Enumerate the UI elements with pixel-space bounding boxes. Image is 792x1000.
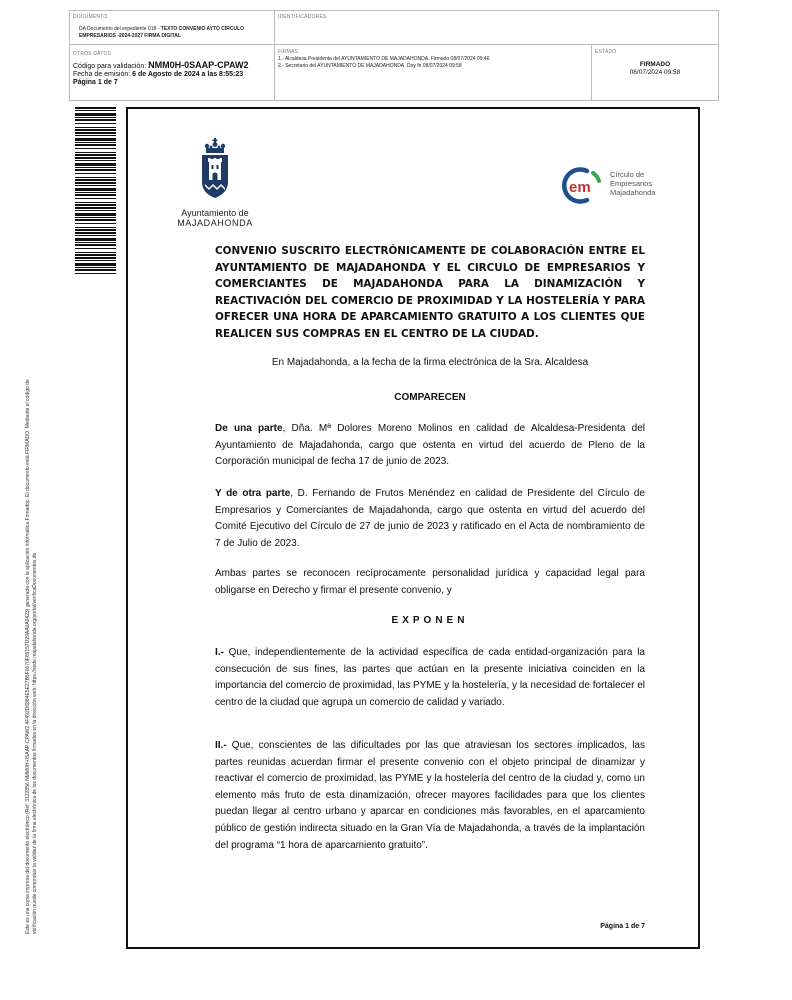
ayuntamiento-logo <box>170 138 260 233</box>
place-date-line: En Majadahonda, a la fecha de la firma electrónica de la Sra. Alcaldesa <box>271 357 589 368</box>
barcode-bar <box>75 129 116 131</box>
svg-text:em: em <box>569 179 591 196</box>
ayuntamiento-name: Ayuntamiento de <box>181 208 249 218</box>
party-2-paragraph <box>215 486 645 552</box>
barcode-bar <box>75 204 116 206</box>
identifiers-cell <box>275 11 718 45</box>
mutual-recognition-paragraph: Ambas partes se reconocen recíprocamente personalidad jurídica y capacidad legal para obligarse en Derecho y firmar el presente convenio, y <box>215 568 645 596</box>
barcode-bar <box>75 107 116 109</box>
point-1-text: Que, independientemente de la actividad específica de cada entidad-organización para la consecución de sus fines, las partes que actúan en la presente iniciativa coinciden en la importancia del comercio de proximidad, las PYME y la hostelería, y la necesidad de fortalecer el centro de la ciudad que agrupa un comercio de calidad y variado. <box>215 647 645 708</box>
barcode-bar <box>75 194 116 196</box>
party-1-label: De una parte <box>215 423 283 434</box>
signature-2: 2.- Secretario del AYUNTAMIENTO DE MAJADAHONDA. Doy fe 08/07/2024 09:58 <box>278 63 462 69</box>
barcode-bar <box>75 229 116 231</box>
validation-code: NMM0H-0SAAP-CPAW2 <box>148 60 249 70</box>
issue-date: 6 de Agosto de 2024 a las 8:55:23 <box>132 71 244 78</box>
circulo-text <box>610 170 655 197</box>
circulo-line3: Majadahonda <box>610 188 656 197</box>
barcode-bar <box>75 223 116 224</box>
barcode-bar <box>75 148 116 149</box>
other-data-cell <box>70 45 275 100</box>
side-text-line1: Este es una copia impresa del documento electrónico (Ref: 3122856 NMM0H-0SAAP-CPAW2 4F492D6884E5E27B5F0670F89157D29AA0A0423) generada con la aplicación informática Firmadoc. El documento está FIRMADO. Mediante el código de <box>25 379 31 934</box>
barcode-bar <box>75 144 116 146</box>
point-2-label: II.- <box>215 740 227 751</box>
barcode-bar <box>75 127 116 128</box>
barcode-bar <box>75 238 116 241</box>
barcode-bar <box>75 113 116 116</box>
barcode-bar <box>75 110 116 111</box>
point-1-paragraph <box>215 645 645 711</box>
barcode-bar <box>75 269 116 271</box>
side-text-line2: verificación puede comprobar la validez de la firma electrónica de los documentos firmados en la dirección web: https://sede.majadahonda.org/portal/verificaDocumentos.do <box>32 552 38 934</box>
barcode-bar <box>75 154 116 156</box>
other-data-caption: OTROS DATOS <box>73 51 112 57</box>
barcode-bar <box>75 188 116 191</box>
status-cell <box>592 45 718 100</box>
barcode-bar <box>75 267 116 268</box>
barcode-bar <box>75 117 116 118</box>
barcode-bar <box>75 167 116 168</box>
barcode-bar <box>75 182 116 184</box>
issue-line <box>73 71 271 79</box>
barcode-bar <box>75 207 116 209</box>
document-cell <box>70 11 275 45</box>
barcode-bar <box>75 173 116 174</box>
barcode-bar <box>75 160 116 161</box>
document-caption: DOCUMENTO <box>73 14 108 20</box>
exponen-heading: EXPONEN <box>391 615 469 626</box>
barcode-bar <box>75 169 116 171</box>
circulo-line1: Círculo de <box>610 170 645 179</box>
signature-1: 1.- Alcaldesa Presidenta del AYUNTAMIENTO DE MAJADAHONDA. Firmado 08/07/2024 09:46 <box>278 56 490 62</box>
barcode-bar <box>75 192 116 193</box>
barcode-bar <box>75 217 116 218</box>
barcode-bar <box>75 138 116 141</box>
document-line1-bold: TEXTO CONVENIO AYTO CIRCULO <box>160 26 245 32</box>
barcode-bar <box>75 177 116 178</box>
barcode-bar <box>75 142 116 143</box>
document-metadata-header <box>69 10 719 101</box>
identifiers-caption: IDENTIFICADORES <box>278 14 327 20</box>
issue-label: Fecha de emisión: <box>73 71 133 78</box>
party-1-paragraph <box>215 421 645 471</box>
verification-side-text <box>25 274 51 934</box>
barcode-bar <box>75 260 116 261</box>
barcode-bar <box>75 263 116 266</box>
barcode-bar <box>75 232 116 234</box>
party-2-text: , D. Fernando de Frutos Menéndez en calidad de Presidente del Círculo de Empresarios y Comerciantes de Majadahonda, cargo que ostenta en virtud del acuerdo del Comité Ejecutivo del Círculo de 27 de junio de 2023 y ratificado en el Acta de nombramiento de 7 de Julio de 2023. <box>215 488 645 549</box>
barcode <box>75 107 116 277</box>
status-caption: ESTADO <box>595 49 617 55</box>
status-date: 08/07/2024 09:58 <box>629 69 681 76</box>
barcode-bar <box>75 132 116 134</box>
barcode-bar <box>75 213 116 216</box>
document-line2: EMPRESARIOS -2024-2027 FIRMA DIGITAL <box>79 33 181 39</box>
barcode-bar <box>75 198 116 199</box>
validation-label: Código para validación: <box>73 63 149 70</box>
barcode-bar <box>75 157 116 159</box>
barcode-bar <box>75 202 116 203</box>
cem-logo-icon <box>560 163 606 208</box>
barcode-bar <box>75 219 116 221</box>
barcode-bar <box>75 248 116 249</box>
barcode-bar <box>75 135 116 136</box>
signatures-cell <box>275 45 592 100</box>
page-info: Página 1 de 7 <box>73 79 118 86</box>
barcode-bar <box>75 179 116 181</box>
party-1-text: , Dña. Mª Dolores Moreno Molinos en calidad de Alcaldesa-Presidenta del Ayuntamiento de Majadahonda, cargo que ostenta en virtud del acuerdo de Pleno de la Corporación municipal de fecha 17 de junio de 2023. <box>215 423 645 468</box>
point-1-label: I.- <box>215 647 224 658</box>
point-2-text: Que, conscientes de las dificultades por las que atraviesan los sectores implicados, las partes reunidas acuerdan firmar el presente convenio con el objeto principal de dinamizar y reactivar el comercio de proximidad, las PYME y la hostelería del centro de la ciudad y, como un elemento más fruto de esta dinamización, ofrecer mayores facilidades para que los clientes puedan llegar al centro urbano y aparcar en condiciones más favorables, en el aparcamiento público de gestión indirecta situado en la Gran Vía de Majadahonda, a través de la implantación del programa “1 hora de aparcamiento gratuito”. <box>215 740 645 851</box>
barcode-bar <box>75 244 116 246</box>
coat-of-arms-icon <box>195 138 235 206</box>
barcode-bar <box>75 252 116 253</box>
barcode-bar <box>75 227 116 228</box>
barcode-bar <box>75 123 116 124</box>
status-value: FIRMADO <box>639 61 671 68</box>
barcode-bar <box>75 163 116 166</box>
point-2-paragraph <box>215 738 645 854</box>
signatures-caption: FIRMAS <box>278 49 299 55</box>
comparecen-heading: COMPARECEN <box>394 392 466 403</box>
barcode-bar <box>75 254 116 256</box>
party-2-label: Y de otra parte <box>215 488 291 499</box>
barcode-bar <box>75 273 116 274</box>
barcode-bar <box>75 119 116 121</box>
circulo-empresarios-logo <box>560 163 670 208</box>
barcode-bar <box>75 185 116 186</box>
validation-line <box>73 61 271 71</box>
page-footer: Página 1 de 7 <box>600 923 645 930</box>
document-description <box>73 26 271 40</box>
circulo-line2: Empresarios <box>610 179 653 188</box>
barcode-bar <box>75 152 116 153</box>
barcode-bar <box>75 242 116 243</box>
ayuntamiento-city: MAJADAHONDA <box>177 218 253 228</box>
barcode-bar <box>75 257 116 259</box>
barcode-bar <box>75 210 116 211</box>
document-line1-prefix: DA Documento del expediente 018 - <box>79 26 161 32</box>
document-title: CONVENIO SUSCRITO ELECTRÓNICAMENTE DE COLABORACIÓN ENTRE EL AYUNTAMIENTO DE MAJADAHONDA Y EL CIRCULO DE EMPRESARIOS Y COMERCIANTES DE MAJADAHONDA PARA LA DINAMIZACIÓN Y REACTIVACIÓN DEL COMERCIO DE PROXIMIDAD Y LA HOSTELERÍA Y PARA OFRECER UNA HORA DE APARCAMIENTO GRATUITO A LOS CLIENTES QUE REALICEN SUS COMPRAS EN EL CENTRO DE LA CIUDAD. <box>215 245 645 340</box>
barcode-bar <box>75 235 116 236</box>
